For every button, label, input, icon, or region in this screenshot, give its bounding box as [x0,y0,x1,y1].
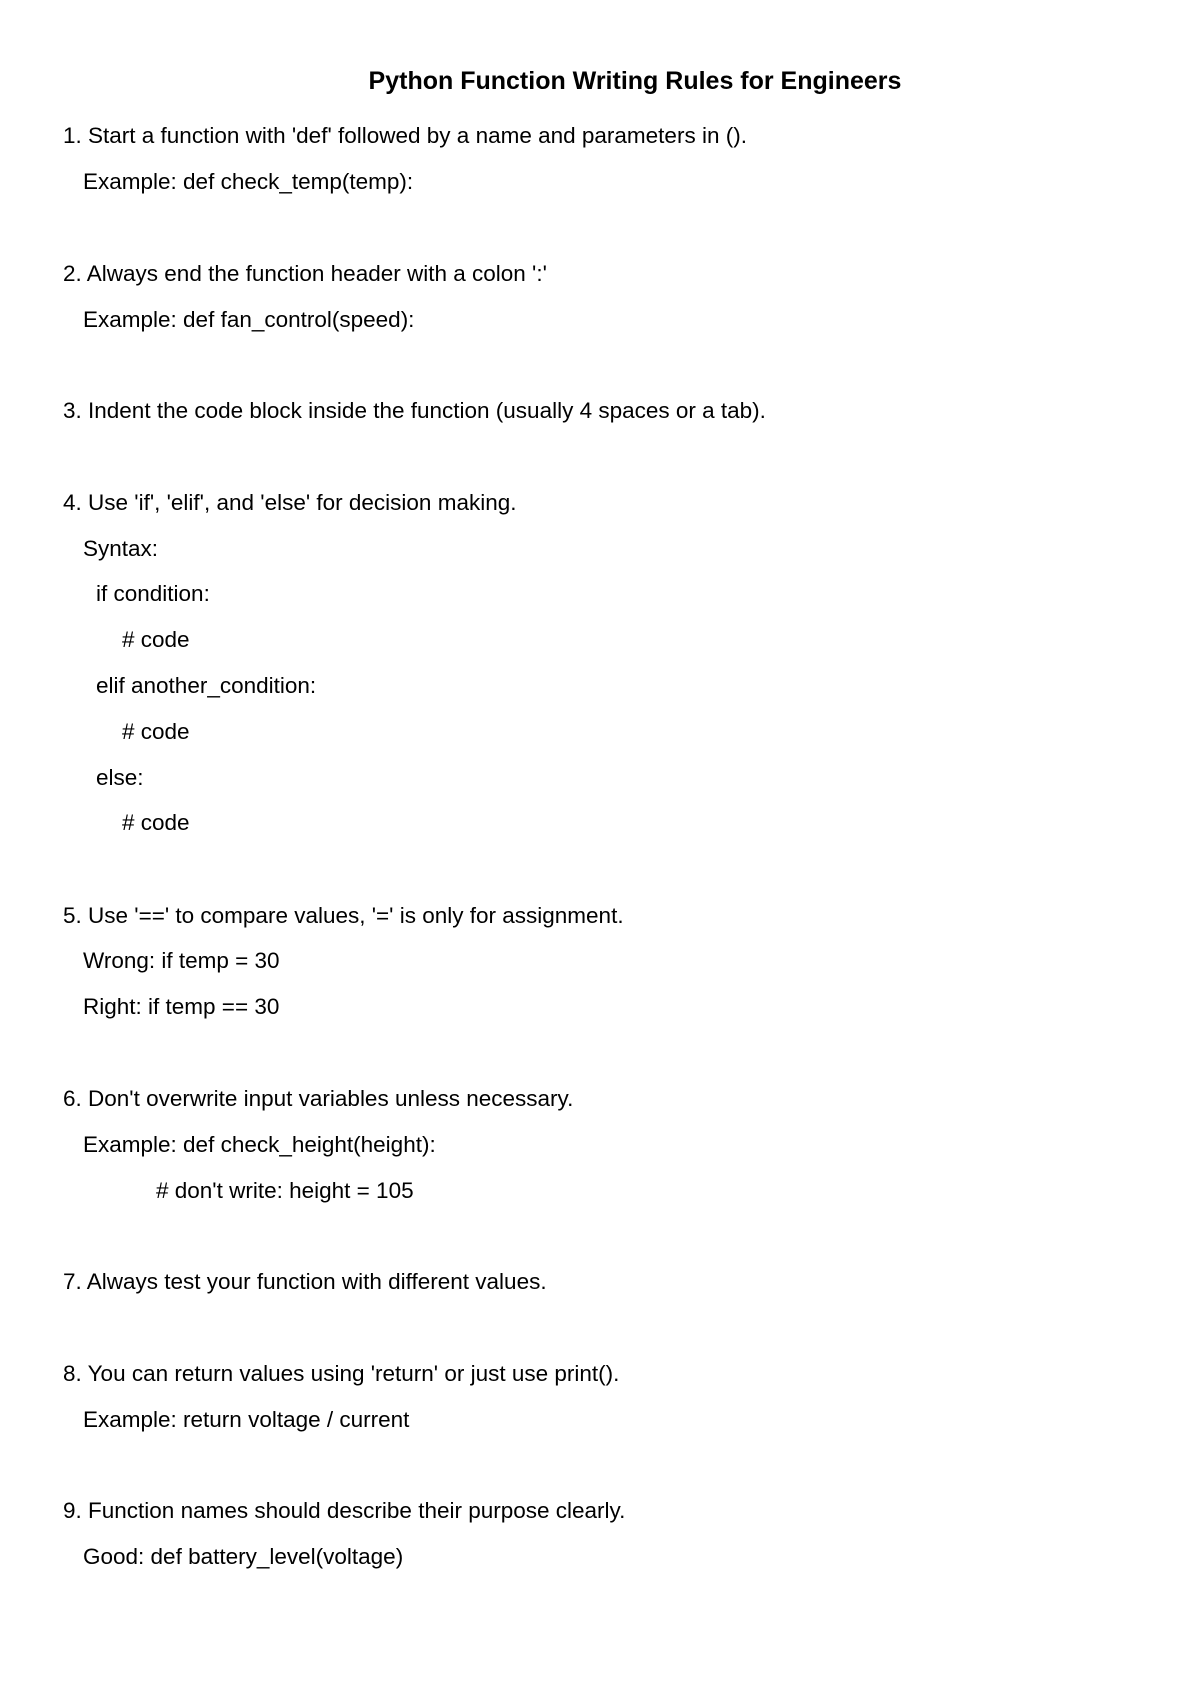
rule-4-syntax-label: Syntax: [83,536,159,561]
rule-8-example: Example: return voltage / current [83,1407,410,1432]
rule-2-example: Example: def fan_control(speed): [83,307,415,332]
rule-4-elif-line: elif another_condition: [96,673,317,698]
rule-9-example: Good: def battery_level(voltage) [83,1544,404,1569]
rule-1-heading: 1. Start a function with 'def' followed by a name and parameters in (). [63,123,747,148]
rule-6-example: Example: def check_height(height): [83,1132,436,1157]
rule-7-heading: 7. Always test your function with different values. [63,1269,547,1294]
rule-4-else-line: else: [96,765,144,790]
rule-4-heading: 4. Use 'if', 'elif', and 'else' for decision making. [63,490,517,515]
rule-6-comment: # don't write: height = 105 [156,1178,414,1203]
rule-4-code-comment: # code [122,810,190,835]
document-title: Python Function Writing Rules for Engineers [368,67,902,95]
rule-5-right-example: Right: if temp == 30 [83,994,280,1019]
rule-1-example: Example: def check_temp(temp): [83,169,414,194]
rule-4-code-comment: # code [122,719,190,744]
rule-4-code-comment: # code [122,627,190,652]
rule-5-wrong-example: Wrong: if temp = 30 [83,948,280,973]
rule-5-heading: 5. Use '==' to compare values, '=' is only for assignment. [63,903,624,928]
rule-2-heading: 2. Always end the function header with a colon ':' [63,261,547,286]
rule-6-heading: 6. Don't overwrite input variables unless necessary. [63,1086,574,1111]
rule-8-heading: 8. You can return values using 'return' or just use print(). [63,1361,620,1386]
rule-9-heading: 9. Function names should describe their purpose clearly. [63,1498,626,1523]
rule-4-if-line: if condition: [96,581,210,606]
rule-3-heading: 3. Indent the code block inside the function (usually 4 spaces or a tab). [63,398,766,423]
